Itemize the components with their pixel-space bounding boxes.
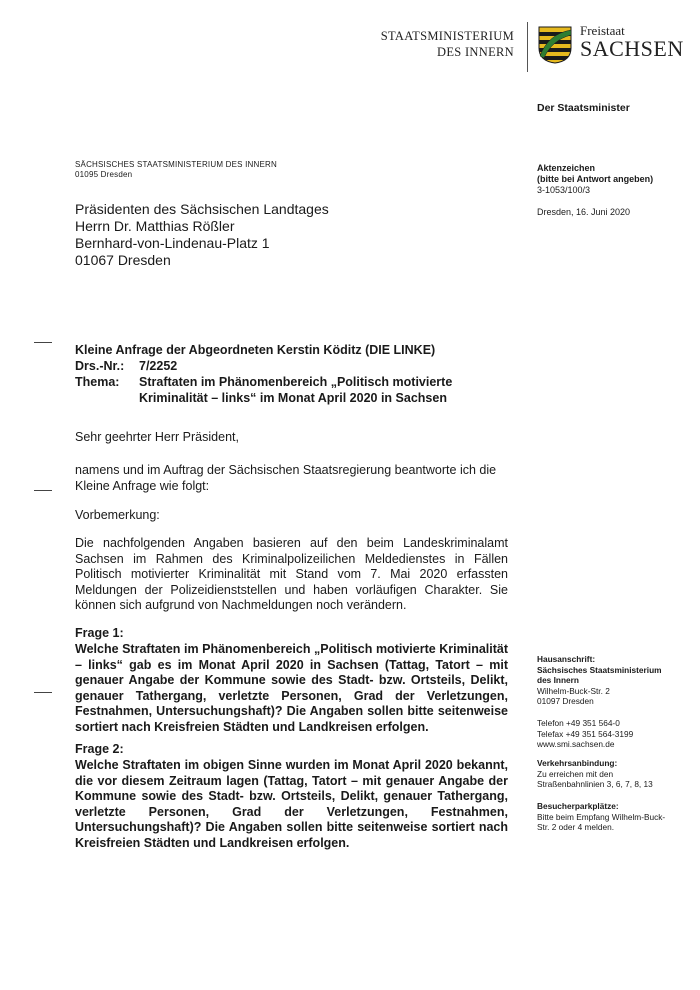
address-line-1: Sächsisches Staatsministerium [537,664,662,675]
sidebar-address [537,654,677,707]
sidebar-transport [537,758,677,790]
subject-block [75,342,495,406]
header-divider [527,22,528,72]
recipient-line-3: Bernhard-von-Lindenau-Platz 1 [75,235,270,251]
recipient-line-2: Herrn Dr. Matthias Rößler [75,218,235,234]
subject-title: Kleine Anfrage der Abgeordneten Kerstin Köditz (DIE LINKE) [75,343,436,357]
question-2-heading: Frage 2: [75,742,124,756]
website-link[interactable]: www.smi.sachsen.de [537,739,615,749]
prelim-heading: Vorbemerkung: [75,508,160,522]
intro-paragraph: namens und im Auftrag der Sächsischen Staatsregierung beantworte ich die Kleine Anfrage wie folgt: [75,463,497,493]
drs-label: Drs.-Nr.: [75,359,125,373]
subject-thema-row [75,374,495,406]
reference-label: Aktenzeichen [537,163,596,173]
thema-label: Thema: [75,375,120,389]
address-line-2: des Innern [537,675,579,685]
transport-label: Verkehrsanbindung: [537,758,618,768]
state-label-line-1: Freistaat [580,23,625,38]
salutation: Sehr geehrter Herr Präsident, [75,430,239,444]
sender-role: Der Staatsminister [537,102,630,114]
parking-label: Besucherparkplätze: [537,801,619,811]
thema-value: Straftaten im Phänomenbereich „Politisch motivierte Kriminalität – links“ im Monat April 2020 in Sachsen [139,375,453,405]
reference-hint: (bitte bei Antwort angeben) [537,174,654,184]
sender-return-address [75,160,277,180]
sender-line-2: 01095 Dresden [75,170,133,179]
question-1-heading: Frage 1: [75,626,124,640]
ministry-line-2: DES INNERN [437,45,514,59]
question-2-text: Welche Straftaten im obigen Sinne wurden im Monat April 2020 bekannt, die vor diesem Zeitraum lagen (Tattag, Tatort – mit genauer Angabe der Kommune sowie des Stadt- bzw. Ortsteils, Delikt, genauer Tathergang, verletzte Personen, Grad der Verletzungen, Festnahmen, Untersuchungshaft)? Die Angaben sollen bitte seitenweise sortiert nach Kreisfreien Städten und Landkreisen erfolgen. [75,758,508,850]
drs-value: 7/2252 [139,359,178,373]
sidebar-contact [537,718,677,750]
address-line-4: 01097 Dresden [537,696,594,706]
fold-mark-middle [34,490,52,491]
address-line-3: Wilhelm-Buck-Str. 2 [537,685,610,696]
subject-drs-row [75,358,495,374]
recipient-line-4: 01067 Dresden [75,252,171,268]
ministry-name [381,28,514,60]
saxony-coat-of-arms-icon [538,26,572,64]
address-label: Hausanschrift: [537,654,596,664]
fold-mark-bottom [34,692,52,693]
ministry-line-1: STAATSMINISTERIUM [380,29,514,43]
state-label [580,24,684,60]
sender-line-1: SÄCHSISCHES STAATSMINISTERIUM DES INNERN [75,160,277,169]
letter-date: Dresden, 16. Juni 2020 [537,207,631,217]
recipient-line-1: Präsidenten des Sächsischen Landtages [75,201,329,217]
parking-text: Bitte beim Empfang Wilhelm-Buck-Str. 2 oder 4 melden. [537,811,666,832]
prelim-paragraph: Die nachfolgenden Angaben basieren auf den beim Landeskriminalamt Sachsen im Rahmen des Kriminalpolizeilichen Meldedienstes in Fällen Politisch motivierter Kriminalität mit Stand vom 7. Mai 2020 erfassten Meldungen der Polizeidienststellen und haben vorläufigen Charakter. Sie können sich aufgrund von Nachmeldungen noch verändern. [75,536,508,612]
state-label-line-2: SACHSEN [580,36,684,61]
transport-text: Zu erreichen mit den Straßenbahnlinien 3, 6, 7, 8, 13 [537,768,653,789]
reference-number: 3-1053/100/3 [537,185,591,195]
fax-number: Telefax +49 351 564-3199 [537,728,634,739]
recipient-address [75,201,329,269]
sidebar-parking [537,801,677,833]
fold-mark-top [34,342,52,343]
phone-number: Telefon +49 351 564-0 [537,718,620,728]
reference-block [537,163,653,196]
question-1-text: Welche Straftaten im Phänomenbereich „Politisch motivierte Kriminalität – links“ gab es im Monat April 2020 in Sachsen (Tattag, Tatort – mit genauer Angabe der Kommune sowie des Stadt- bzw. Ortsteils, Delikt, genauer Tathergang, verletzte Personen, Grad der Verletzungen, Festnahmen, Untersuchungshaft)? Die Angaben sollen bitte seitenweise sortiert nach Kreisfreien Städten und Landkreisen erfolgen. [75,642,508,734]
